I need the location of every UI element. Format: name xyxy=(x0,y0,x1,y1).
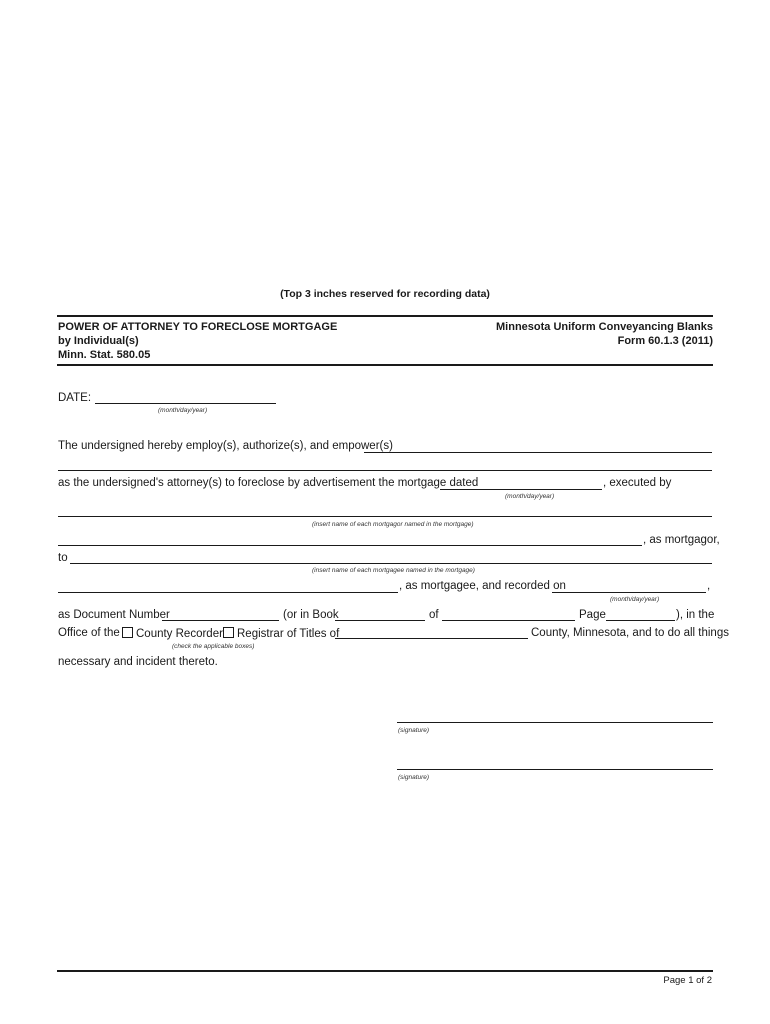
as-mortgagee-text: , as mortgagee, and recorded on xyxy=(399,580,566,592)
statute-reference: Minn. Stat. 580.05 xyxy=(58,349,151,361)
mortgagee-field-2[interactable] xyxy=(58,592,398,593)
book-of-field[interactable] xyxy=(442,620,575,621)
in-the-text: ), in the xyxy=(676,609,715,621)
county-recorder-option[interactable] xyxy=(122,627,223,641)
page-field[interactable] xyxy=(606,620,675,621)
mortgagee-hint: (insert name of each mortgagee named in the mortgage) xyxy=(312,567,475,574)
form-title: POWER OF ATTORNEY TO FORECLOSE MORTGAGE xyxy=(58,321,338,333)
mortgagor-hint-1: (insert name of each mortgagor named in the mortgage) xyxy=(312,521,474,528)
county-minnesota-text: County, Minnesota, and to do all things xyxy=(531,627,729,639)
as-mortgagor-text: , as mortgagor, xyxy=(643,534,720,546)
date-label: DATE: xyxy=(58,392,92,404)
necessary-text: necessary and incident thereto. xyxy=(58,656,218,668)
office-of-label: Office of the xyxy=(58,627,120,639)
recorded-date-field[interactable] xyxy=(552,592,706,593)
page-number: Page 1 of 2 xyxy=(663,975,712,986)
header-top-rule xyxy=(57,315,713,317)
form-series: Minnesota Uniform Conveyancing Blanks xyxy=(496,321,713,333)
registrar-option[interactable] xyxy=(223,627,339,641)
document-number-field[interactable] xyxy=(162,620,279,621)
book-field[interactable] xyxy=(335,620,425,621)
book-label: (or in Book xyxy=(283,609,339,621)
form-number: Form 60.1.3 (2011) xyxy=(617,335,713,347)
attorney-text: as the undersigned's attorney(s) to foreclose by advertisement the mortgage dated xyxy=(58,477,479,489)
county-name-field[interactable] xyxy=(335,638,528,639)
document-number-label: as Document Number xyxy=(58,609,170,621)
employ-text: The undersigned hereby employ(s), authorize(s), and empower(s) xyxy=(58,440,393,452)
mortgage-date-hint: (month/day/year) xyxy=(505,493,555,500)
recorded-comma: , xyxy=(707,580,711,592)
page-label: Page xyxy=(579,609,606,621)
form-title-block xyxy=(58,320,337,362)
county-recorder-checkbox[interactable] xyxy=(122,627,133,638)
registrar-label: Registrar of Titles of xyxy=(237,628,340,640)
date-field[interactable] xyxy=(95,403,276,404)
mortgagee-field[interactable] xyxy=(70,563,712,564)
check-boxes-hint: (check the applicable boxes) xyxy=(172,643,255,650)
attorney-name-field[interactable] xyxy=(364,452,712,453)
signature-hint-2: (signature) xyxy=(398,774,430,781)
mortgage-date-field[interactable] xyxy=(440,489,602,490)
recorded-date-hint: (month/day/year) xyxy=(610,596,660,603)
county-recorder-label: County Recorder xyxy=(136,628,223,640)
date-hint: (month/day/year) xyxy=(158,407,208,414)
registrar-checkbox[interactable] xyxy=(223,627,234,638)
form-id-block xyxy=(496,320,713,348)
recording-reserved-note: (Top 3 inches reserved for recording data) xyxy=(280,288,490,300)
signature-hint-1: (signature) xyxy=(398,727,430,734)
attorney-name-field-2[interactable] xyxy=(58,470,712,471)
to-label: to xyxy=(58,552,68,564)
footer-rule xyxy=(57,970,713,972)
signature-line-2[interactable] xyxy=(397,769,713,770)
form-subtitle: by Individual(s) xyxy=(58,335,139,347)
header-bottom-rule xyxy=(57,364,713,366)
signature-line-1[interactable] xyxy=(397,722,713,723)
of-label: of xyxy=(429,609,439,621)
executed-by-text: , executed by xyxy=(603,477,672,489)
mortgagor-field-2[interactable] xyxy=(58,545,642,546)
mortgagor-field[interactable] xyxy=(58,516,712,517)
